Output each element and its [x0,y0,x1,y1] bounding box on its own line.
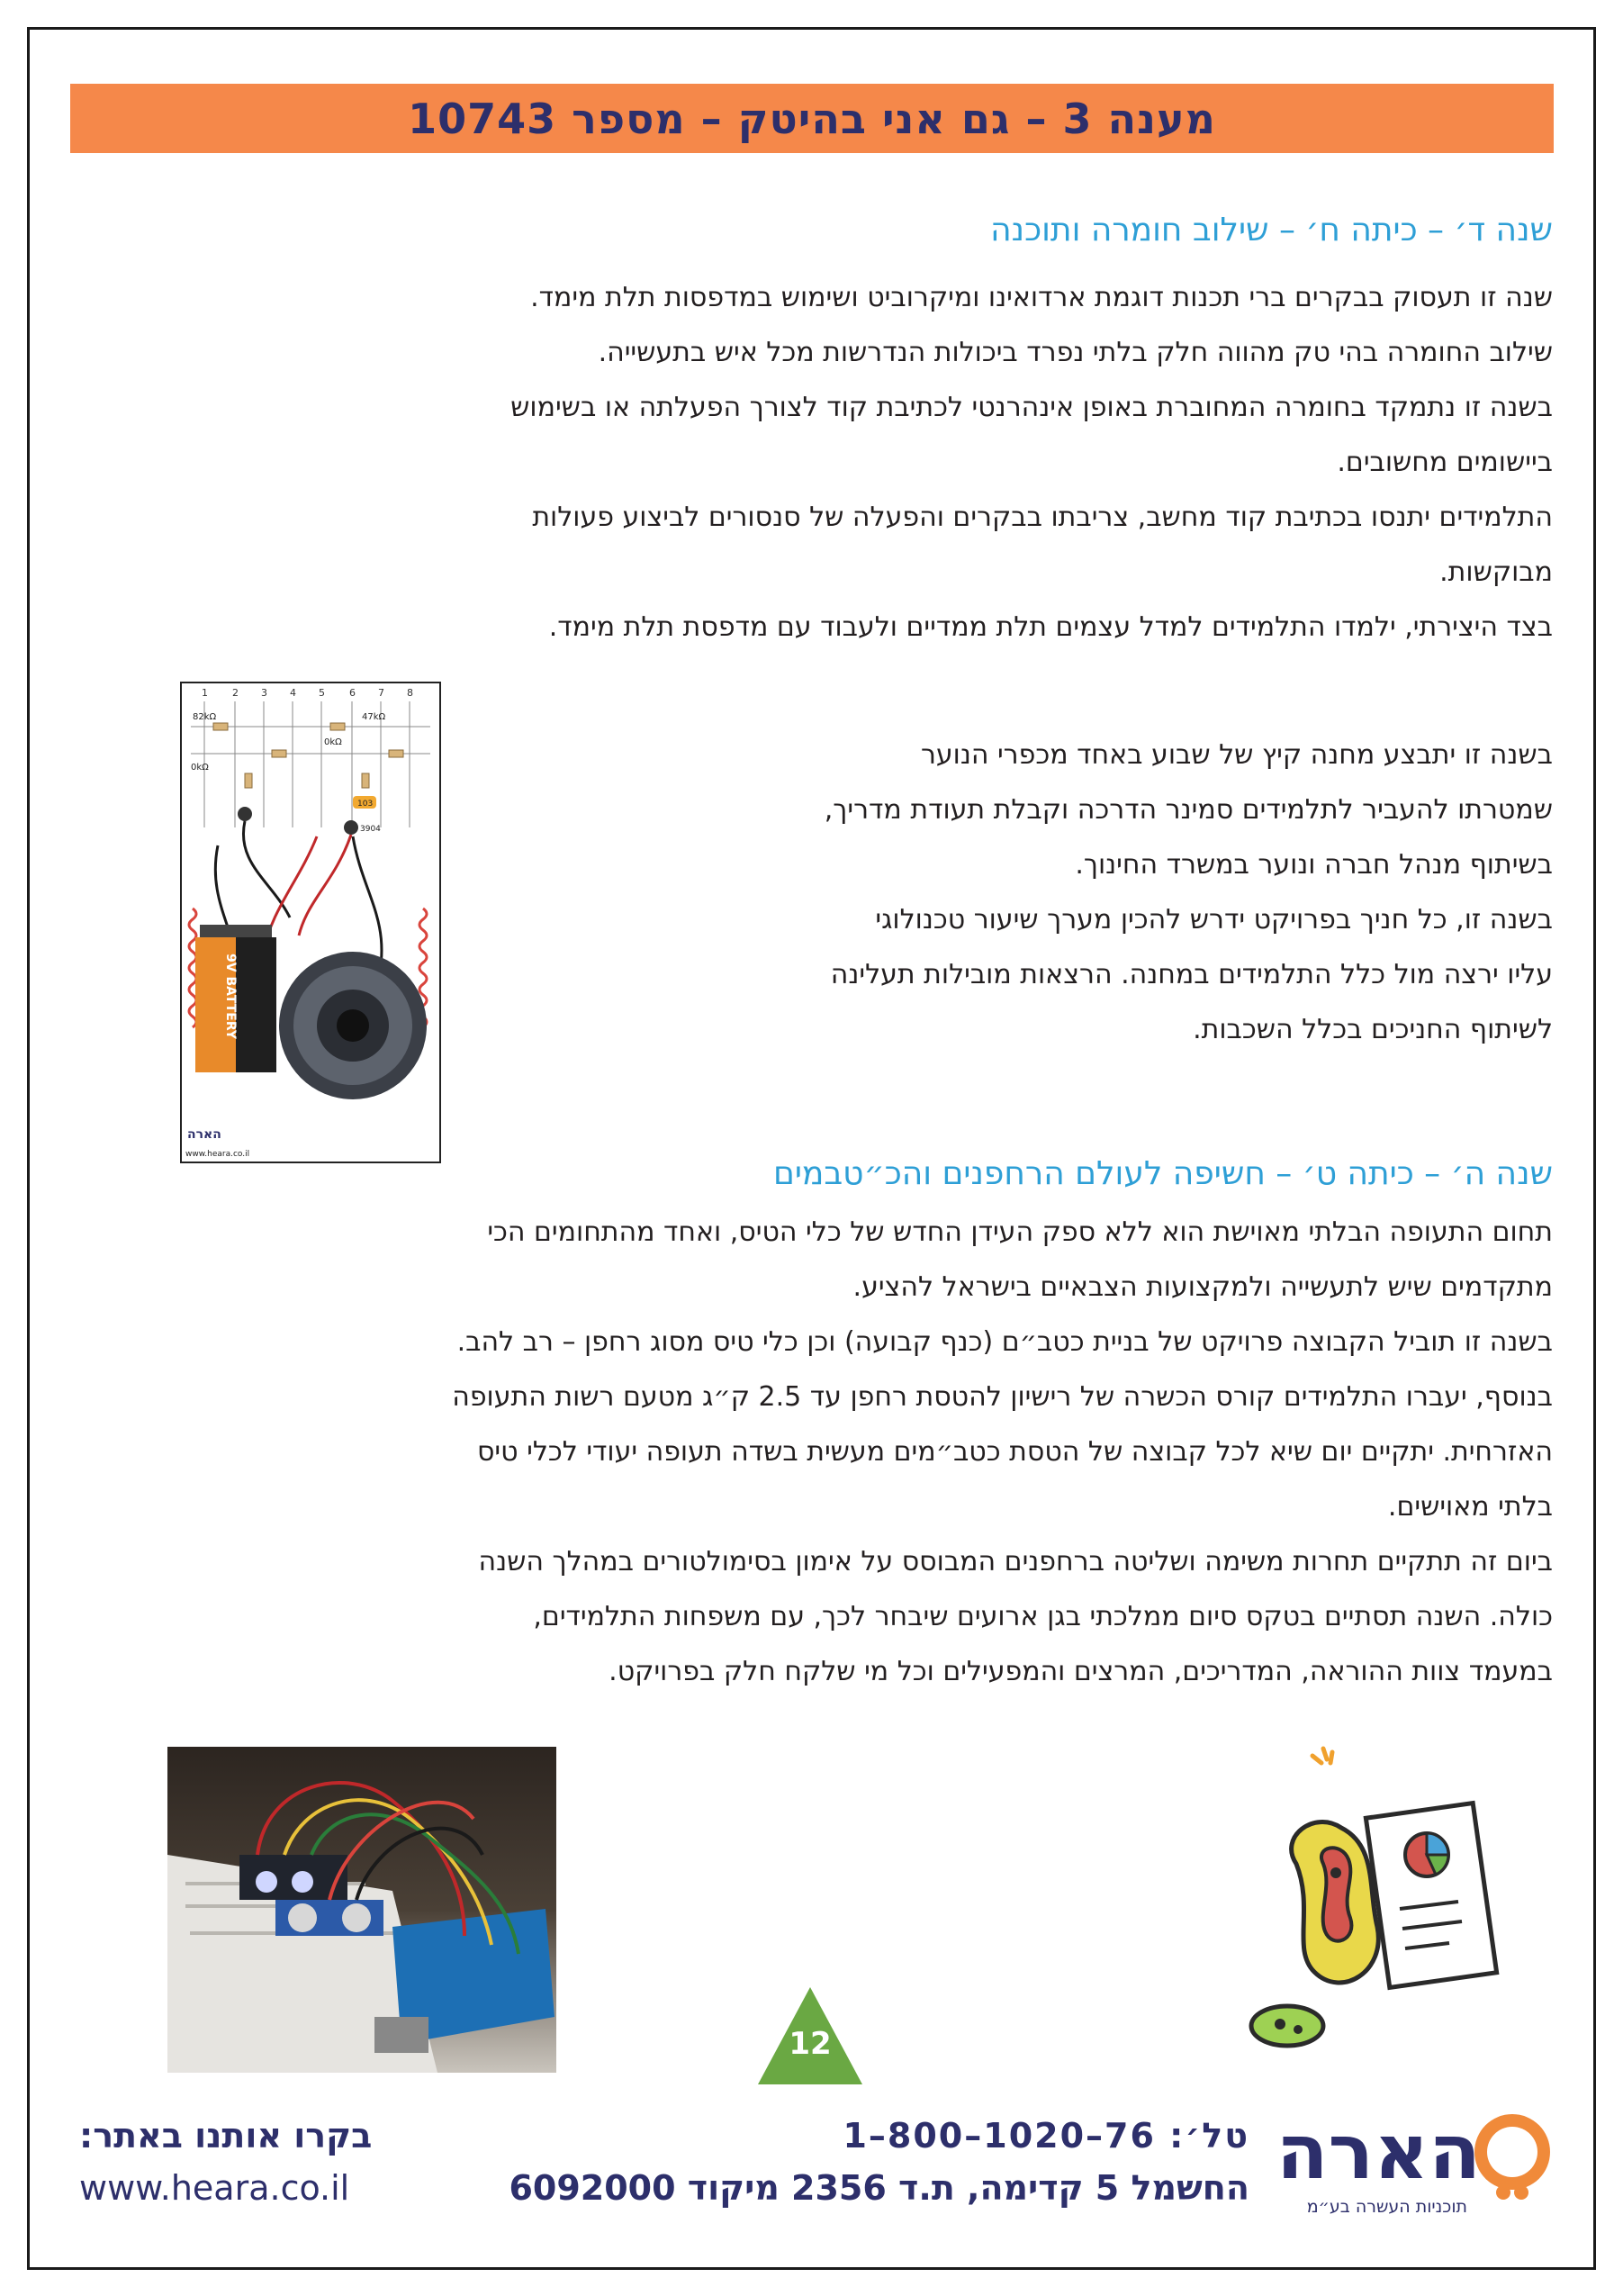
arduino-photo [167,1747,556,2073]
section2-line: מתקדמים שיש לתעשייה ולמקצועות הצבאיים בישראל להציע. [852,1271,1553,1303]
section2-line: כולה. השנה תסתיים בטקס סיום ממלכתי בגן ארועים שיבחר לכך, עם משפחות התלמידים, [533,1601,1553,1632]
footer-visit-label: בקרו אותנו באתר: [79,2116,373,2156]
section-heading-grade-9: שנה ה׳ – כיתה ט׳ – חשיפה לעולם הרחפנים והכ״טבמים [772,1155,1553,1192]
circuit-diagram-image [180,682,441,1163]
section2-line: במעמד צוות ההוראה, המדריכים, המרצים והמפעילים וכל מי שלקח חלק בפרויקט. [609,1656,1553,1687]
cell-blob-icon [1251,2006,1323,2046]
battery-label: 9V BATTERY [223,954,238,1040]
col-number: 3 [261,687,267,699]
circuit-site: www.heara.co.il [185,1150,250,1159]
summer-camp-text [563,728,1553,1057]
section2-line: האזרחית. יתקיים יום שיא לכל קבוצה של הטסת כטב״מים מעשית בשדה תעופה יעודי לכלי טיס [476,1436,1553,1468]
speaker-icon [279,952,427,1099]
document-chart-icon [1366,1803,1496,1988]
section1-line: שילוב החומרה בהי טק מהווה חלק בלתי נפרד ביכולות הנדרשות מכל איש בתעשייה. [598,337,1553,368]
bacteria-icon [1292,1822,1379,1983]
col-number: 1 [202,687,208,699]
arduino-photo-svg [167,1747,556,2073]
section-heading-grade-8: שנה ד׳ – כיתה ח׳ – שילוב חומרה ותוכנה [990,212,1553,249]
section2-line: ביום זה תתקיים תחרות משימה ושליטה ברחפנים המבוסס על אימון בסימולטורים במהלך השנה [478,1546,1553,1577]
col-number: 2 [232,687,239,699]
camp-line: בשנה זו, כל חניך בפרויקט ידרש להכין מערך שיעור טכנולוגי [875,904,1553,936]
circuit-svg [182,683,439,1162]
resistor-label: 0kΩ [191,763,209,773]
logo-subtitle: תוכניות העשרה בע״מ [1306,2197,1467,2217]
resistor-label: 82kΩ [193,712,217,722]
col-number: 4 [290,687,296,699]
logo-circle-icon [1472,2107,1553,2206]
col-number: 8 [407,687,413,699]
transistor-icon [344,820,358,835]
footer-website-link[interactable]: www.heara.co.il [79,2168,350,2208]
section1-line: מבוקשות. [1439,556,1553,588]
section2-body [70,1205,1553,1699]
page-number-badge [756,1985,864,2086]
title-banner [70,84,1554,153]
col-number: 6 [349,687,356,699]
battery-icon [195,925,276,1072]
transistor-label: 3904 [360,825,381,834]
logo-wordmark: הארה [1276,2108,1481,2196]
section2-line: בשנה זו תוביל הקבוצה פרויקט של בניית כטב״ם (כנף קבועה) וכן כלי טיס מסוג רחפן – רב להב. [456,1326,1553,1358]
footer-address: החשמל 5 קדימה, ת.ד 2356 מיקוד 6092000 [509,2168,1249,2208]
footer-phone: טל׳: 76–1020–800–1 [843,2116,1249,2156]
section1-line: בשנה זו נתמקד בחומרה המחוברת באופן אינהרנטי לכתיבת קוד לצורך הפעלתה או בשימוש [510,392,1553,423]
camp-line: עליו ירצה מול כלל התלמידים במחנה. הרצאות מובילות תעלינה [830,959,1553,990]
section2-line: בנוסף, יעברו התלמידים קורס הכשרה של רישיון להטסת רחפן עד 2.5 ק״ג מטעם רשות התעופה [452,1381,1553,1413]
section2-line: בלתי מאוישים. [1387,1491,1553,1523]
col-number: 7 [378,687,384,699]
science-doodle-illustration [1242,1729,1512,2062]
section1-line: התלמידים יתנסו בכתיבת קוד מחשב, צריבתו בבקרים והפעלה של סנסורים לביצוע פעולות [532,502,1553,533]
heara-logo [1276,2107,1553,2224]
camp-line: בשנה זו יתבצע מחנה קיץ של שבוע באחד מכפרי הנוער [920,739,1553,771]
transistor-icon [238,807,252,821]
spring-contact-icon [189,908,196,1027]
resistor-label: 47kΩ [362,712,386,722]
section1-body [70,270,1553,655]
camp-line: שמטרתו להעביר לתלמידים סמינר הדרכה וקבלת תעודת מדריך, [824,794,1553,826]
usb-connector-icon [374,2017,428,2053]
col-number: 5 [319,687,325,699]
capacitor-label: 103 [357,800,374,809]
circuit-logo: הארה [187,1127,221,1142]
page-title: מענה 3 – גם אני בהיטק – מספר 10743 [408,94,1216,143]
sparkle-icon [1312,1749,1332,1763]
section1-line: ביישומים מחשובים. [1337,447,1553,478]
resistor-label: 0kΩ [324,737,342,747]
page-number: 12 [789,2026,832,2062]
section1-line: בצד היצירתי, ילמדו התלמידים למדל עצמים תלת ממדיים ולעבוד עם מדפסת תלת מימד. [548,611,1553,643]
section1-line: שנה זו תעסוק בבקרים ברי תכנות דוגמת ארדואינו ומיקרוביט ושימוש במדפסות תלת מימד. [530,282,1553,313]
camp-line: בשיתוף מנהל חברה ונוער במשרד החינוך. [1075,849,1553,881]
section2-line: תחום התעופה הבלתי מאוישת הוא ללא ספק העידן החדש של כלי הטיס, ואחד מהתחומים הכי [487,1216,1553,1248]
camp-line: לשיתוף החניכים בכלל השכבות. [1193,1014,1553,1045]
